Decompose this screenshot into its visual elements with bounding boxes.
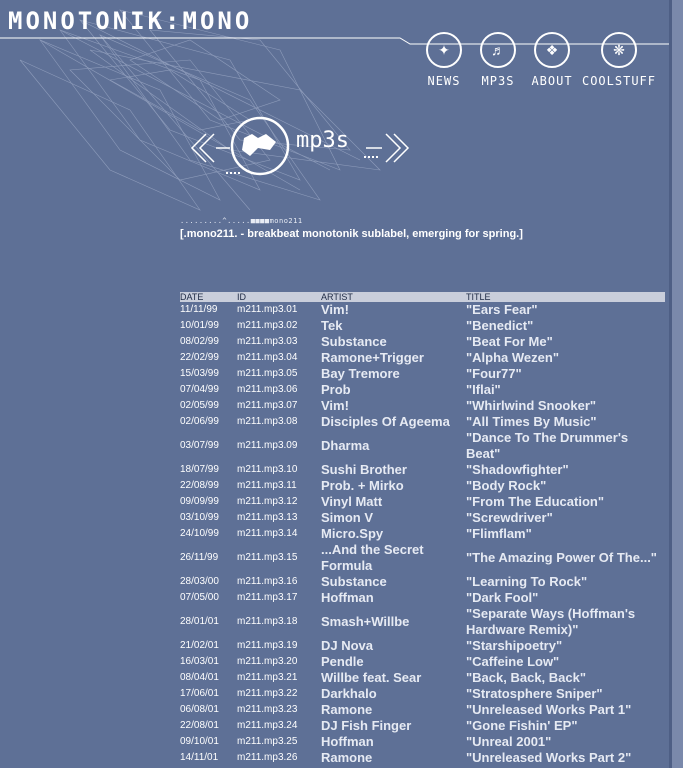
track-date: 16/03/01 (180, 656, 219, 667)
track-title[interactable]: "Dance To The Drummer's Beat" (466, 430, 629, 461)
table-row (180, 574, 665, 590)
track-id: m211.mp3.03 (237, 336, 298, 347)
track-id: m211.mp3.12 (237, 496, 298, 507)
track-date: 03/10/99 (180, 512, 219, 523)
nav-label: COOLSTUFF (581, 74, 657, 88)
track-artist[interactable]: Bay Tremore (321, 366, 400, 381)
track-id: m211.mp3.16 (237, 576, 298, 587)
track-title[interactable]: "Flimflam" (466, 526, 532, 541)
track-date: 14/11/01 (180, 752, 219, 763)
track-title[interactable]: "Learning To Rock" (466, 574, 588, 589)
track-artist[interactable]: Darkhalo (321, 686, 377, 701)
track-artist[interactable]: Tek (321, 318, 343, 333)
track-id: m211.mp3.02 (237, 320, 298, 331)
track-artist[interactable]: Ramone+Trigger (321, 350, 424, 365)
track-id: m211.mp3.04 (237, 352, 298, 363)
track-date: 02/05/99 (180, 400, 219, 411)
track-title[interactable]: "Benedict" (466, 318, 534, 333)
track-date: 09/09/99 (180, 496, 219, 507)
track-date: 15/03/99 (180, 368, 219, 379)
table-row (180, 718, 665, 734)
track-title[interactable]: "Ears Fear" (466, 302, 538, 317)
track-date: 11/11/99 (180, 304, 218, 315)
track-id: m211.mp3.13 (237, 512, 298, 523)
track-artist[interactable]: Micro.Spy (321, 526, 384, 541)
track-date: 21/02/01 (180, 640, 219, 651)
track-date: 02/06/99 (180, 416, 219, 427)
track-artist[interactable]: Prob. + Mirko (321, 478, 404, 493)
track-title[interactable]: "Body Rock" (466, 478, 547, 493)
track-id: m211.mp3.07 (237, 400, 298, 411)
track-id: m211.mp3.14 (237, 528, 298, 539)
track-artist[interactable]: Dharma (321, 438, 370, 453)
release-code: .........^.....■■■■mono211 (180, 217, 303, 225)
table-row (180, 334, 665, 350)
nav-label: NEWS (427, 74, 461, 88)
track-artist[interactable]: Hoffman (321, 590, 374, 605)
table-row (180, 670, 665, 686)
track-date: 28/01/01 (180, 616, 219, 627)
site-logo[interactable]: MONOTONIK:MONO (8, 7, 253, 35)
table-row (180, 702, 665, 718)
track-artist[interactable]: ...And the Secret Formula (321, 542, 424, 573)
track-id: m211.mp3.20 (237, 656, 298, 667)
nav-item-coolstuff[interactable] (579, 32, 659, 88)
table-row (180, 382, 665, 398)
track-artist[interactable]: DJ Fish Finger (321, 718, 412, 733)
track-title[interactable]: "All Times By Music" (466, 414, 597, 429)
track-id: m211.mp3.18 (237, 616, 298, 627)
track-id: m211.mp3.01 (237, 304, 298, 315)
track-date: 07/05/00 (180, 592, 219, 603)
track-date: 03/07/99 (180, 440, 219, 451)
table-row (180, 686, 665, 702)
track-date: 08/02/99 (180, 336, 219, 347)
section-title: mp3s (296, 128, 349, 153)
track-title[interactable]: "The Amazing Power Of The..." (466, 550, 657, 565)
track-artist[interactable]: Vim! (321, 302, 349, 317)
track-title[interactable]: "Unreleased Works Part 2" (466, 750, 632, 765)
track-id: m211.mp3.25 (237, 736, 298, 747)
track-date: 17/06/01 (180, 688, 219, 699)
track-id: m211.mp3.15 (237, 552, 298, 563)
track-id: m211.mp3.05 (237, 368, 298, 379)
track-artist[interactable]: Pendle (321, 654, 364, 669)
track-artist[interactable]: Ramone (321, 702, 373, 717)
track-date: 22/08/99 (180, 480, 219, 491)
track-title[interactable]: "Starshipoetry" (466, 638, 563, 653)
track-date: 22/08/01 (180, 720, 219, 731)
tagline: [.mono211. - breakbeat monotonik sublabel, emerging for spring.] (180, 228, 523, 240)
track-id: m211.mp3.09 (237, 440, 298, 451)
track-id: m211.mp3.08 (237, 416, 298, 427)
header-artist: ARTIST (321, 292, 466, 302)
track-id: m211.mp3.21 (237, 672, 298, 683)
track-id: m211.mp3.26 (237, 752, 298, 763)
header-title: TITLE (466, 292, 665, 302)
table-row (180, 398, 665, 414)
table-header-row (180, 292, 665, 302)
tracks-table (180, 292, 665, 766)
track-title[interactable]: "Gone Fishin' EP" (466, 718, 578, 733)
track-id: m211.mp3.19 (237, 640, 298, 651)
track-id: m211.mp3.06 (237, 384, 298, 395)
track-artist[interactable]: Hoffman (321, 734, 374, 749)
table-row (180, 750, 665, 766)
nav-label: MP3S (481, 74, 515, 88)
table-row (180, 414, 665, 430)
about-icon: ❖ (534, 32, 570, 68)
news-icon: ✦ (426, 32, 462, 68)
table-row (180, 510, 665, 526)
table-row (180, 606, 665, 638)
table-row (180, 462, 665, 478)
track-artist[interactable]: Willbe feat. Sear (321, 670, 422, 685)
track-date: 10/01/99 (180, 320, 219, 331)
track-id: m211.mp3.10 (237, 464, 298, 475)
track-title[interactable]: "Screwdriver" (466, 510, 553, 525)
track-artist[interactable]: Prob (321, 382, 351, 397)
table-row (180, 350, 665, 366)
table-row (180, 654, 665, 670)
track-artist[interactable]: Simon V (321, 510, 374, 525)
track-title[interactable]: "Iflai" (466, 382, 501, 397)
track-title[interactable]: "Alpha Wezen" (466, 350, 559, 365)
track-title[interactable]: "Unreal 2001" (466, 734, 552, 749)
track-title[interactable]: "Four77" (466, 366, 522, 381)
track-artist[interactable]: Vinyl Matt (321, 494, 383, 509)
track-date: 18/07/99 (180, 464, 219, 475)
track-title[interactable]: "Whirlwind Snooker" (466, 398, 597, 413)
track-artist[interactable]: Vim! (321, 398, 349, 413)
track-id: m211.mp3.17 (237, 592, 298, 603)
table-row (180, 430, 665, 462)
track-artist[interactable]: Ramone (321, 750, 373, 765)
track-title[interactable]: "Shadowfighter" (466, 462, 569, 477)
track-artist[interactable]: DJ Nova (321, 638, 374, 653)
track-date: 24/10/99 (180, 528, 219, 539)
track-id: m211.mp3.24 (237, 720, 298, 731)
track-date: 26/11/99 (180, 552, 219, 563)
track-id: m211.mp3.11 (237, 480, 297, 491)
track-date: 22/02/99 (180, 352, 219, 363)
table-row (180, 590, 665, 606)
track-title[interactable]: "Dark Fool" (466, 590, 539, 605)
track-id: m211.mp3.23 (237, 704, 298, 715)
table-row (180, 542, 665, 574)
table-row (180, 366, 665, 382)
table-row (180, 318, 665, 334)
right-border (669, 0, 683, 768)
table-row (180, 494, 665, 510)
table-row (180, 526, 665, 542)
track-title[interactable]: "Separate Ways (Hoffman's Hardware Remix)" (466, 606, 636, 637)
track-title[interactable]: "Caffeine Low" (466, 654, 560, 669)
track-title[interactable]: "Back, Back, Back" (466, 670, 587, 685)
track-artist[interactable]: Substance (321, 334, 387, 349)
track-date: 09/10/01 (180, 736, 219, 747)
mp3s-icon: ♬ (480, 32, 516, 68)
table-row (180, 478, 665, 494)
track-artist[interactable]: Disciples Of Ageema (321, 414, 450, 429)
track-artist[interactable]: Substance (321, 574, 387, 589)
track-artist[interactable]: Sushi Brother (321, 462, 407, 477)
track-title[interactable]: "From The Education" (466, 494, 604, 509)
header-date: DATE (180, 292, 237, 302)
table-row (180, 734, 665, 750)
nav-label: ABOUT (531, 74, 573, 88)
table-row (180, 302, 665, 318)
track-artist[interactable]: Smash+Willbe (321, 614, 410, 629)
header-id: ID (237, 292, 321, 302)
track-id: m211.mp3.22 (237, 688, 298, 699)
track-date: 07/04/99 (180, 384, 219, 395)
table-row (180, 638, 665, 654)
track-title[interactable]: "Unreleased Works Part 1" (466, 702, 632, 717)
track-title[interactable]: "Beat For Me" (466, 334, 553, 349)
track-date: 06/08/01 (180, 704, 219, 715)
track-date: 28/03/00 (180, 576, 219, 587)
track-title[interactable]: "Stratosphere Sniper" (466, 686, 603, 701)
coolstuff-icon: ❋ (601, 32, 637, 68)
track-date: 08/04/01 (180, 672, 219, 683)
